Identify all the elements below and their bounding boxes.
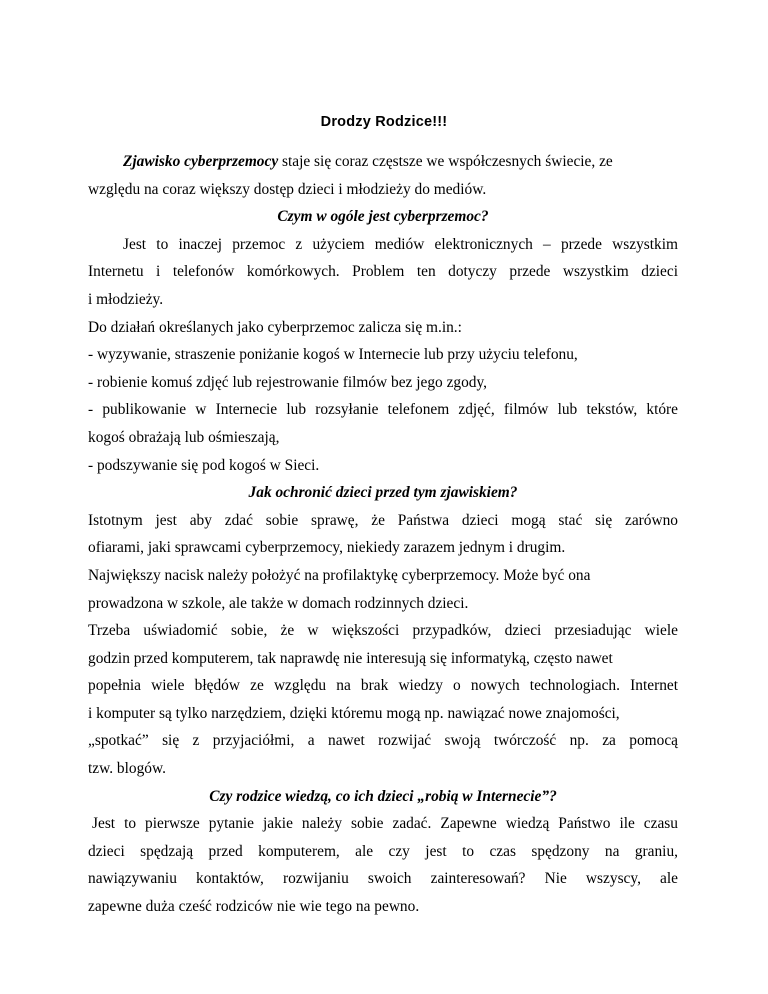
protect-line-7: popełnia wiele błędów ze względu na brak wiedzy o nowych technologiach. Internet xyxy=(88,677,678,695)
protect-line-2: ofiarami, jaki sprawcami cyberprzemocy, niekiedy zarazem jednym i drugim. xyxy=(88,539,566,557)
protect-line-3: Największy nacisk należy położyć na profilaktykę cyberprzemocy. Może być ona xyxy=(88,566,591,584)
protect-line-5: Trzeba uświadomić sobie, że w większości przypadków, dzieci przesiadując wiele xyxy=(88,622,678,640)
list-item-2: - robienie komuś zdjęć lub rejestrowanie filmów bez jego zgody, xyxy=(88,373,488,391)
intro-paragraph-line-2: względu na coraz większy dostęp dzieci i młodzieży do mediów. xyxy=(88,180,487,198)
list-item-3-line-2: kogoś obrażają lub ośmieszają, xyxy=(88,428,280,446)
protect-line-8: i komputer są tylko narzędziem, dzięki któremu mogą np. nawiązać nowe znajomości, xyxy=(88,704,620,722)
definition-line-2: Internetu i telefonów komórkowych. Problem ten dotyczy przede wszystkim dzieci xyxy=(88,263,678,281)
heading-do-parents-know: Czy rodzice wiedzą, co ich dzieci „robią w Internecie”? xyxy=(209,787,557,805)
question-line-1: Jest to pierwsze pytanie jakie należy sobie zadać. Zapewne wiedzą Państwo ile czasu xyxy=(92,815,678,833)
intro-paragraph-line-1 xyxy=(88,148,678,176)
protect-line-9: „spotkać” się z przyjaciółmi, a nawet rozwijać swoją twórczość np. za pomocą xyxy=(88,732,678,750)
question-line-3: nawiązywaniu kontaktów, rozwijaniu swoich zainteresowań? Nie wszyscy, ale xyxy=(88,870,678,888)
document-body xyxy=(88,148,678,921)
definition-line-3: i młodzieży. xyxy=(88,290,164,308)
list-item-1: - wyzywanie, straszenie poniżanie kogoś w Internecie lub przy użyciu telefonu, xyxy=(88,346,578,364)
heading-what-is-cyberbullying: Czym w ogóle jest cyberprzemoc? xyxy=(277,208,489,226)
protect-line-1: Istotnym jest aby zdać sobie sprawę, że Państwa dzieci mogą stać się zarówno xyxy=(88,511,678,529)
intro-line-1-rest: staje się coraz częstsze we współczesnych świecie, ze xyxy=(278,153,613,170)
question-line-2: dzieci spędzają przed komputerem, ale czy jest to czas spędzony na graniu, xyxy=(88,842,678,860)
heading-how-to-protect: Jak ochronić dzieci przed tym zjawiskiem? xyxy=(248,484,518,502)
document-title: Drodzy Rodzice!!! xyxy=(320,114,448,130)
protect-line-4: prowadzona w szkole, ale także w domach rodzinnych dzieci. xyxy=(88,594,469,612)
definition-line-1: Jest to inaczej przemoc z użyciem mediów elektronicznych – przede wszystkim xyxy=(123,235,678,253)
protect-line-10: tzw. blogów. xyxy=(88,760,166,778)
protect-line-6: godzin przed komputerem, tak naprawdę nie interesują się informatyką, często nawet xyxy=(88,649,613,667)
list-item-4: - podszywanie się pod kogoś w Sieci. xyxy=(88,456,320,474)
list-intro: Do działań określanych jako cyberprzemoc zalicza się m.in.: xyxy=(88,318,462,336)
question-line-4: zapewne duża cześć rodziców nie wie tego na pewno. xyxy=(88,898,420,916)
list-item-3-line-1: - publikowanie w Internecie lub rozsyłanie telefonem zdjęć, filmów lub tekstów, które xyxy=(88,401,678,419)
intro-term: Zjawisko cyberprzemocy xyxy=(123,153,279,170)
